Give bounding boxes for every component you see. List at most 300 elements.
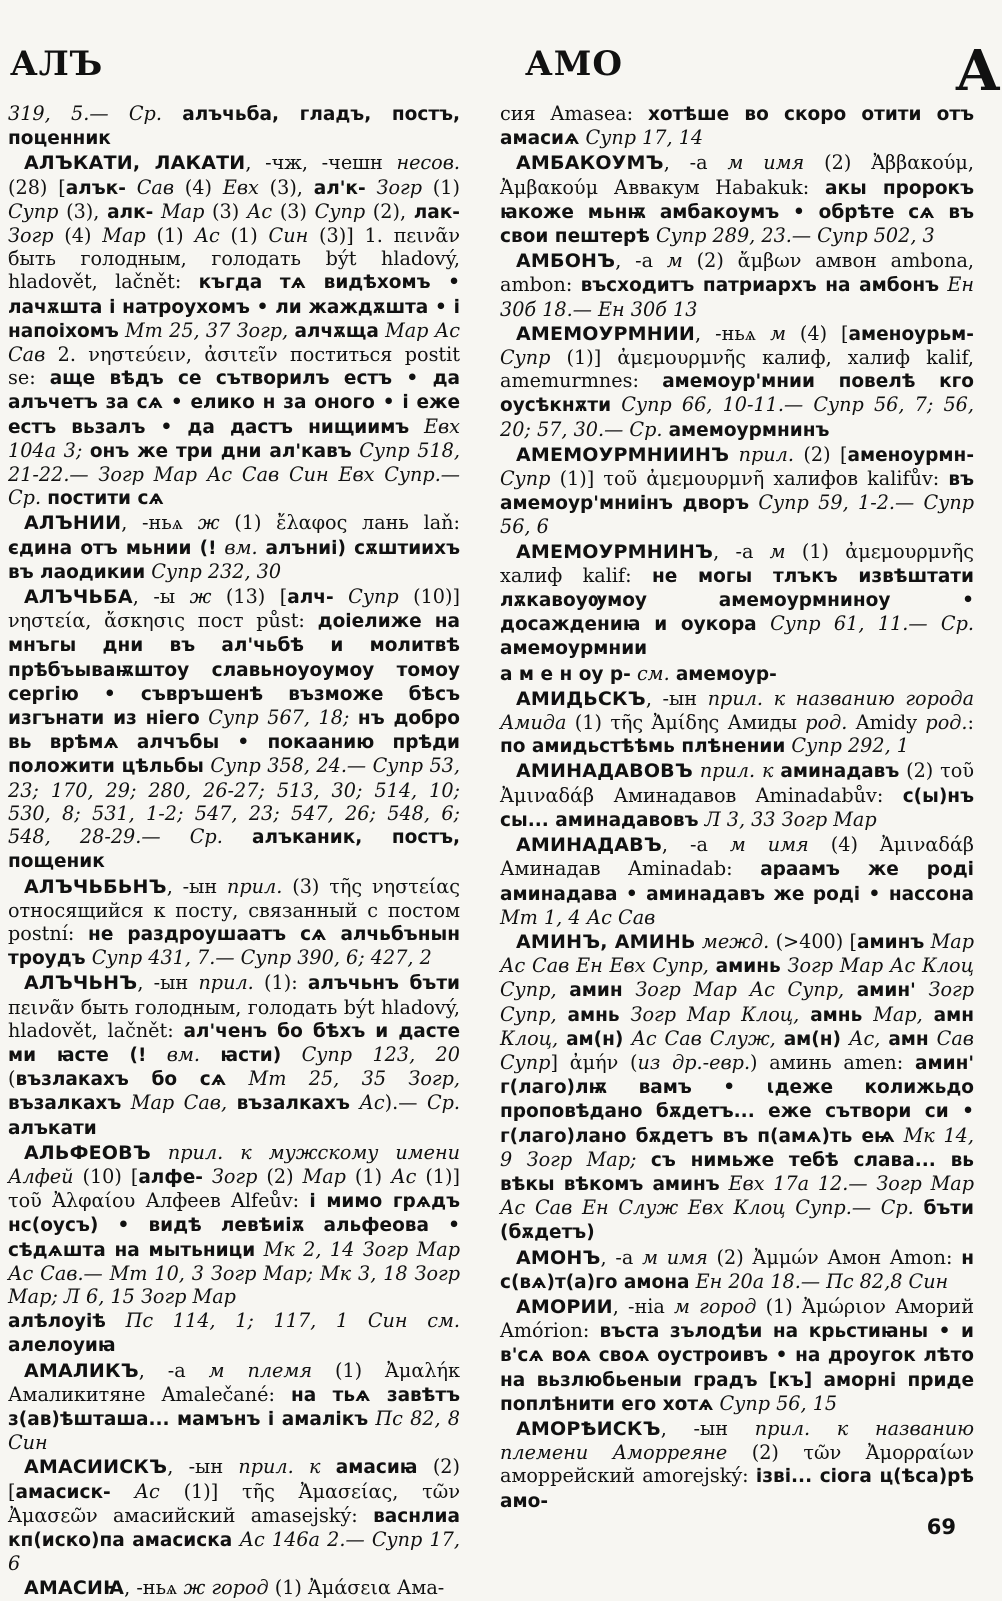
gloss-text: ] ἀμήν (	[550, 1050, 638, 1074]
reference-text: Супр 59, 1-2.— Супр 56, 6	[500, 491, 974, 539]
reference-text: Супр 431, 7.— Супр 390, 6; 427, 2	[91, 946, 432, 970]
gloss-text: , -ын	[137, 971, 199, 995]
reference-text: Син	[268, 224, 309, 248]
reference-text: ж город	[183, 1576, 269, 1600]
citation-text: араамъ же роді аминадава • аминадавъ же роді • нассона	[500, 859, 975, 905]
gloss-text: (1)] τῆς Ἀμασείας, τῶν Ἀμασεῶν амасийский amasejský:	[8, 1479, 460, 1527]
headword: АЛЪКАТИ, ЛАКАТИ	[24, 152, 246, 175]
headword: АМЕМОУРМНИИ	[516, 322, 696, 345]
gloss-text: (2),	[365, 199, 414, 223]
citation-text: алъчьба, гладъ, постъ, поценник	[8, 104, 460, 150]
reference-text: Ср.	[426, 1091, 461, 1115]
reference-text: Супр	[500, 346, 551, 370]
reference-text: Мар Ас Сав	[8, 318, 460, 367]
gloss-text	[557, 1003, 568, 1026]
citation-text: аминъ	[857, 931, 925, 953]
gloss-text	[557, 978, 570, 1001]
gloss-text	[929, 1027, 937, 1050]
citation-text: не раздроушаатъ сѧ алчьбънын троудъ	[8, 923, 460, 970]
citation-text: къгда тѧ видѣхомъ • лачѫшта і натроухомъ • ли жаждѫшта • і напоіхомъ	[8, 272, 460, 342]
gloss-text: (1)] τοῦ ἀμεμουρμνῆ халифов kalifův:	[550, 467, 949, 491]
reference-text: Зогр	[202, 1164, 258, 1188]
right-column	[500, 102, 974, 1525]
citation-text: амн	[933, 1004, 974, 1026]
reference-text: Супр 232, 30	[151, 559, 282, 583]
citation-text: алѣлоуіѣ	[8, 1311, 106, 1333]
headword: АМБАКОУМЪ	[516, 152, 664, 175]
citation-text: амемоур-	[675, 663, 777, 685]
citation-text: алелоуиꙗ	[8, 1335, 116, 1357]
citation-text: алъчьнъ бъти	[307, 973, 461, 995]
headword: АМОРѢИСКЪ	[516, 1417, 661, 1440]
gloss-text: , -а	[663, 151, 728, 175]
reference-text: Ас	[391, 1164, 417, 1188]
reference-text: Супр 289, 23.— Супр 502, 3	[656, 224, 935, 248]
reference-text: Евх	[222, 175, 259, 199]
gloss-text	[844, 978, 857, 1001]
citation-text: лак-	[413, 201, 460, 223]
gloss-text	[729, 443, 738, 466]
citation-text: по амидьстѣѣмь плѣнении	[500, 736, 786, 758]
reference-text: прил. к названию племени Аморреяне	[500, 1416, 975, 1465]
dictionary-entry	[500, 102, 974, 150]
reference-text: межд.	[701, 929, 770, 953]
citation-text: с(ы)нъ сы... аминадавовъ	[500, 785, 974, 831]
reference-text: Супр 358, 24.— Супр 53, 23; 170, 29; 280, 26-27; 513, 30; 514, 10; 530, 8; 531, 1-2; 547, 23; 547, 26; 548, 6; 548, 28-29.— Ср.	[8, 754, 460, 849]
reference-text: Ен 30б 18.— Ен 30б 13	[500, 273, 974, 321]
gloss-text: , -ніа	[612, 1294, 675, 1318]
gloss-text	[636, 1148, 650, 1171]
reference-text: Супр	[8, 199, 59, 223]
reference-text: Супр 123, 20	[301, 1042, 460, 1066]
gloss-text: , -ын	[645, 686, 708, 710]
reference-text: прил.	[227, 874, 283, 898]
gloss-text	[923, 1003, 934, 1026]
reference-text: род.	[925, 711, 968, 735]
reference-text: Пс 82, 8 Син	[8, 1406, 460, 1455]
citation-text: амемоурмнинъ	[668, 419, 830, 441]
headword: АМИДЬСКЪ	[516, 687, 646, 710]
gloss-text	[709, 954, 716, 977]
reference-text: Супр 66, 10-11.— Супр 56, 7; 56, 20; 57, 30.— Ср.	[500, 393, 974, 441]
citation-text: алъканик, постъ, пощеник	[8, 827, 460, 873]
reference-text: м племя	[208, 1358, 313, 1382]
gloss-text: Amidy	[847, 711, 926, 735]
gloss-text: (1)] ἀμεμουρμνῆς калиф, халиф kalif, amemurmnes:	[500, 346, 974, 393]
gloss-text: :	[967, 711, 974, 735]
reference-text: Мк 2, 14 Зогр Мар Ас Сав.— Мт 10, 3 Зогр Мар; Мк 3, 18 Зогр Мар; Л 6, 15 Зогр Мар	[8, 1237, 460, 1308]
gloss-text: (1) Ἀμάσεια Ама-	[268, 1576, 445, 1600]
gloss-text: (1)	[421, 175, 460, 199]
citation-text: хотѣше во скоро отити отъ амасиѧ	[500, 104, 975, 150]
gloss-text: , -ын	[166, 874, 228, 898]
gloss-text	[916, 978, 929, 1001]
gloss-text: , -а	[661, 833, 730, 857]
headword: АЛЪЧЬБЬНЪ	[24, 875, 167, 898]
reference-text: м имя	[727, 151, 805, 175]
reference-text: Зогр Мар Ас Клоц Супр,	[500, 954, 974, 1002]
reference-text: Л 3, 33 Зогр Мар	[704, 807, 877, 831]
citation-text: алч-	[287, 587, 334, 609]
reference-text: Евх 104а 3;	[8, 414, 460, 462]
dictionary-entry	[8, 1455, 460, 1575]
reference-text: Супр 518, 21-22.— Зогр Мар Ас Сав Син Евх Супр.— Ср.	[8, 438, 460, 510]
reference-text: Мт 25, 37 Зогр,	[125, 318, 289, 342]
gloss-text: (1):	[253, 971, 308, 995]
reference-text: Мар,	[873, 1002, 923, 1026]
gloss-text	[757, 612, 770, 635]
reference-text: м	[769, 539, 786, 563]
reference-text: Мар Сав,	[130, 1091, 228, 1115]
citation-text: і мимо грѧдъ нс(оусъ) • видѣ левѣиіѫ альфеова • сѣдѧшта на мытьници	[8, 1191, 460, 1261]
gloss-text	[350, 1091, 360, 1114]
citation-text: амн	[888, 1028, 929, 1050]
citation-text: ал'ченъ бо бѣхъ и дасте ми ꙗсте (!	[8, 1020, 460, 1066]
citation-text: амасиск-	[15, 1481, 111, 1503]
reference-text: Зогр	[8, 224, 54, 248]
citation-text: аще вѣдъ се сътворилъ естъ • да алъчетъ за сѧ • елико н за оного • і еже естъ вьзалъ • да дастъ нищиимъ	[8, 368, 461, 438]
reference-text: Пс 114, 1; 117, 1 Син см.	[125, 1309, 460, 1333]
gloss-text: (28) [	[8, 175, 66, 199]
headword: АМАСИꙖ	[24, 1577, 125, 1600]
running-head-left: АЛЪ	[10, 44, 104, 84]
gloss-text: , -ын	[167, 1455, 239, 1479]
reference-text: ж	[197, 511, 220, 535]
citation-text: доіелиже на мнъгы дни въ ал'чьбѣ и молитвѣ прѣбъываѭштоу славьноуоумоу томоу сергію • съвръшенѣ възможе бѣсъ изгънати из ніего	[8, 611, 460, 730]
gloss-text: (	[8, 1067, 16, 1091]
citation-text: въсходитъ патриархъ на амбонъ	[580, 275, 940, 297]
citation-text: въста зълодѣи на крьстиꙗны • и в'сѧ воѧ своѧ оустроивъ • на дроугок лѣто на вьзлюбьеныи градъ [къ] аморні приде поплѣнити его хотѧ	[500, 1321, 974, 1415]
gloss-text: (1) ἔλαφος лань laň:	[219, 511, 460, 535]
citation-text: акы пророкъ ꙗкоже мьнѭ амбакоумъ • обрѣте сѧ въ свои пештерѣ	[500, 177, 975, 248]
citation-text: амнь	[810, 1004, 863, 1026]
gloss-text	[781, 954, 788, 977]
gloss-text: ) аминь amen:	[750, 1050, 915, 1074]
reference-text: прил. к мужскому имени Алфей	[8, 1140, 460, 1188]
dictionary-entry	[8, 1359, 460, 1455]
citation-text: амемоур'мнии повелѣ кго оусѣкнѫти	[500, 371, 974, 417]
gloss-text: (2) τοῦ Ἀμιναδάβ Аминадавов Aminadabův:	[500, 759, 974, 807]
citation-text: аминадавъ	[780, 761, 900, 783]
citation-text: алчѫща	[294, 320, 379, 342]
gloss-text	[349, 706, 358, 729]
citation-text: алфе-	[138, 1166, 203, 1188]
dictionary-entry	[500, 151, 974, 248]
gloss-text	[841, 1027, 849, 1050]
citation-text: ꙗсти)	[220, 1044, 282, 1066]
dictionary-entry	[8, 1576, 460, 1600]
headword: АМОРИИ	[516, 1295, 613, 1318]
citation-text: на тьѧ завѣтъ з(ав)ѣшташа... мамънъ і амалікъ	[8, 1384, 461, 1430]
gloss-text	[693, 759, 700, 782]
citation-text: възалкахъ	[8, 1093, 122, 1115]
gloss-text	[776, 1027, 784, 1050]
reference-text: прил.	[738, 442, 794, 466]
dictionary-entry	[500, 443, 974, 539]
gloss-text: (2)	[257, 1164, 303, 1188]
reference-text: Супр	[314, 199, 366, 223]
citation-text: нъ добро вь врѣмѧ алчъбы • покаанию прѣди положити цѣльбы	[8, 708, 460, 778]
gloss-text: (>400) [	[769, 929, 858, 953]
headword: АМИНАДАВОВЪ	[516, 760, 693, 783]
citation-text: амин' г(лаго)лѭ вамъ • ꙇдеже колижьдо проповѣдано бѫдетъ... еже сътвори си • г(лаго)лано бѫдетъ въ п(амѧ)ть еѩ	[500, 1052, 975, 1147]
gloss-text	[749, 491, 758, 514]
reference-text: род.	[805, 711, 848, 735]
gloss-text: , -чж, -чешн	[245, 151, 397, 175]
dictionary-entry	[8, 1309, 460, 1357]
gloss-text: , -ньѧ	[121, 511, 198, 535]
dictionary-entry	[8, 585, 460, 873]
citation-text: амасиꙗ	[335, 1457, 418, 1479]
gloss-text: (1) Ἀμαλήκ Амаликитяне Amalečané:	[8, 1358, 460, 1406]
left-column	[8, 102, 461, 1600]
citation-text: ал'к-	[313, 177, 366, 199]
reference-text: Ас 146а 2.— Супр 17, 6	[8, 1527, 460, 1576]
citation-text: ізві... сіога ц(ѣса)рѣ амо-	[500, 1466, 974, 1512]
gloss-text	[227, 1091, 237, 1114]
reference-text: Зогр Мар Ас Супр,	[635, 978, 845, 1002]
dictionary-entry	[500, 1417, 974, 1513]
citation-text: амин	[569, 980, 623, 1002]
citation-text: ам(н)	[566, 1028, 624, 1050]
citation-text: а м е н оу р-	[500, 663, 631, 685]
headword: АМЕМОУРМНИИНЪ	[516, 443, 730, 466]
gloss-text: , -а	[600, 1245, 643, 1269]
reference-text: Сав	[125, 175, 174, 199]
gloss-text	[200, 706, 209, 729]
reference-text: Ас Сав Служ,	[631, 1026, 776, 1050]
gloss-text: (1)	[145, 224, 195, 248]
reference-text: Зогр Мар Клоц,	[630, 1002, 800, 1026]
reference-text: Мар	[302, 1164, 346, 1188]
reference-text: прил. к названию города Амида	[500, 686, 975, 735]
gloss-text: (2) [	[8, 1455, 460, 1503]
headword: АМАЛИКЪ	[24, 1359, 139, 1382]
reference-text: Зогр	[365, 175, 422, 199]
gloss-text: (1)] τοῦ Ἀλφαίου Алфеев Alfeův:	[8, 1164, 460, 1213]
reference-text: Мк 14, 9 Зогр Мар;	[500, 1123, 974, 1171]
reference-text: Клоц,	[500, 1026, 559, 1050]
gloss-text: (1) ἀμεμουρμνῆς халиф kalif:	[500, 539, 974, 587]
gloss-text: , -ньѧ	[124, 1576, 184, 1600]
citation-text: єдина отъ мьнии (!	[8, 537, 217, 559]
dictionary-entry	[8, 511, 460, 584]
dictionary-entry	[500, 930, 974, 1245]
reference-text: Мт 25, 35 Зогр,	[248, 1067, 460, 1091]
gloss-text	[106, 1309, 126, 1332]
gloss-text: , -ньѧ	[695, 321, 771, 345]
dictionary-entry	[500, 249, 974, 321]
gloss-text: ).—	[384, 1091, 427, 1115]
dictionary-entry	[500, 833, 974, 929]
citation-text: съ нимьже тебѣ слава... вь вѣкы вѣкомъ аминъ	[500, 1149, 974, 1195]
headword: АМИНЪ, АМИНЬ	[516, 930, 696, 953]
dictionary-entry	[8, 102, 460, 150]
reference-text: Ас	[110, 1479, 160, 1503]
gloss-text	[799, 1003, 810, 1026]
citation-text: васнлиа кп(иско)па амасиска	[8, 1505, 460, 1551]
citation-text: амнь	[567, 1004, 620, 1026]
dictionary-entry	[500, 1295, 974, 1416]
gloss-text	[281, 1043, 301, 1066]
dictionary-entry	[500, 662, 974, 686]
dictionary-entry	[8, 971, 460, 1139]
gloss-text: (3)	[272, 199, 315, 223]
gloss-text: (2) τῶν Ἀμορραίων аморрейский amorejský:	[500, 1441, 974, 1488]
gloss-text: , -а	[615, 249, 667, 273]
gloss-text: 2. νηστεύειν, ἀσιτεῖν поститься postit se:	[8, 343, 460, 390]
gloss-text: , -ы	[132, 585, 190, 609]
gloss-text: (1) τῆς Ἀμίδης Амиды	[566, 711, 806, 735]
headword: АМЕМОУРМНИНЪ	[516, 540, 714, 563]
gloss-text	[223, 825, 252, 848]
headword: АЛЪЧЬНЪ	[24, 972, 138, 995]
dictionary-entry	[500, 759, 974, 832]
citation-text: не могы тлъкъ извѣштати лѫкавоуѹмоу амемоурмниноу • досаждениꙗ и оукора	[500, 565, 974, 636]
reference-text: м город	[674, 1294, 757, 1318]
reference-text: Мт 1, 4 Ас Сав	[500, 905, 656, 929]
dictionary-entry	[500, 1246, 974, 1294]
citation-text: постити сѧ	[47, 488, 164, 510]
citation-text: онъ же три дни ал'кавъ	[89, 440, 352, 462]
gloss-text	[255, 1238, 263, 1261]
page-number: 69	[926, 1515, 956, 1539]
headword: АЛЪЧЬБА	[24, 586, 133, 609]
citation-text: н с(вѧ)т(а)го амона	[500, 1247, 974, 1293]
gloss-text: (3),	[58, 199, 108, 223]
citation-text: въ амемоур'мниінъ дворъ	[500, 469, 974, 515]
gloss-text: (1) Ἀμώριον Аморий Amórion:	[500, 1294, 974, 1343]
reference-text: Зогр Супр,	[500, 978, 975, 1026]
gloss-text: (2) [	[793, 442, 848, 466]
reference-text: Супр 292, 1	[791, 734, 909, 758]
reference-text: прил. к	[699, 759, 774, 783]
citation-text: амин'	[856, 980, 916, 1002]
reference-text: Мар	[102, 224, 146, 248]
reference-text: Супр 17, 14	[585, 126, 704, 150]
reference-text: Сав Супр	[500, 1026, 974, 1074]
gloss-text	[558, 1027, 566, 1050]
reference-text: вм.	[224, 535, 258, 559]
gloss-text	[121, 1091, 131, 1114]
reference-text: Супр	[500, 467, 551, 491]
gloss-text: (3)] 1. πεινᾶν быть голодным, голодать být hladový, hladovět, lačnět:	[8, 224, 460, 294]
dictionary-entry	[8, 1141, 460, 1308]
reference-text: Супр	[333, 585, 399, 609]
dictionary-entry	[500, 687, 974, 759]
reference-text: Супр 56, 15	[719, 1391, 838, 1415]
gloss-text: , -а	[138, 1358, 209, 1382]
gloss-text: , -ын	[660, 1416, 755, 1440]
dictionary-entry	[500, 540, 974, 661]
gloss-text: (1)	[345, 1164, 392, 1188]
gloss-text: сия Amasea:	[500, 102, 648, 125]
gloss-text: (4)	[53, 224, 103, 248]
gloss-text	[623, 978, 636, 1001]
gloss-text: (13) [	[211, 585, 288, 609]
gloss-text: (10)] νηστεία, ἄσκησις пост půst:	[8, 585, 460, 633]
gloss-text: (4) Ἀμιναδάβ Аминадав Aminadab:	[500, 833, 974, 881]
gloss-text: (2) Ἀμμών Амон Amon:	[707, 1245, 962, 1269]
reference-text: Ас	[246, 199, 273, 223]
citation-text: алъниі) сѫштиихъ въ лаодикии	[8, 537, 460, 583]
reference-text: м имя	[642, 1245, 708, 1269]
reference-text: 319, 5.— Ср.	[8, 102, 183, 125]
gloss-text: (3),	[258, 175, 314, 199]
gloss-text: (4) [	[785, 321, 849, 345]
dictionary-entry	[500, 322, 974, 442]
citation-text: ам(н)	[783, 1028, 842, 1050]
gloss-text	[200, 1043, 220, 1066]
reference-text: Мар Ас Сав Ен Евх Супр,	[500, 929, 974, 978]
reference-text: Супр 567, 18;	[208, 706, 350, 730]
gloss-text	[151, 1141, 168, 1164]
headword: АЛЪНИИ	[24, 512, 122, 535]
reference-text: м	[770, 321, 786, 345]
reference-text: Ас	[359, 1091, 385, 1115]
dictionary-entry	[8, 875, 460, 971]
reference-text: вм.	[166, 1042, 200, 1066]
reference-text: из др.-евр.	[637, 1050, 751, 1074]
section-letter: А	[955, 38, 1002, 104]
gloss-text	[146, 1043, 166, 1066]
gloss-text: (1)	[219, 224, 269, 248]
gloss-text: , -а	[713, 539, 770, 563]
reference-text: м имя	[729, 833, 809, 857]
gloss-text: (3)	[204, 199, 247, 223]
reference-text: Ен 20а 18.— Пс 82,8 Син	[695, 1269, 949, 1293]
gloss-text: (4)	[173, 175, 223, 199]
headword: АМАСИИСКЪ	[24, 1456, 168, 1479]
headword: АМИНАДАВЪ	[516, 834, 662, 857]
reference-text: прил.	[198, 971, 254, 995]
citation-text: аменоурмн-	[847, 444, 974, 466]
reference-text: ж	[189, 585, 212, 609]
citation-text: амемоурмнии	[500, 638, 648, 660]
gloss-text: πεινᾶν быть голодным, голодать být hladový, hladovět, lačnět:	[8, 995, 460, 1042]
citation-text: аминь	[715, 956, 781, 978]
dictionary-entry	[8, 151, 460, 510]
reference-text: Ас,	[848, 1026, 881, 1050]
gloss-text	[862, 1003, 873, 1026]
citation-text: възлакахъ бо сѧ	[15, 1069, 227, 1091]
reference-text: см.	[636, 661, 670, 685]
citation-text: бъти (бѫдетъ)	[500, 1198, 974, 1244]
gloss-text	[611, 393, 621, 416]
gloss-text: (3) τῆς νηστείας относящийся к посту, связанный с постом postní:	[8, 874, 461, 945]
citation-text: алк-	[107, 201, 154, 223]
headword: АЛЬФЕОВЪ	[24, 1141, 151, 1164]
running-head-middle: АМО	[525, 44, 623, 84]
reference-text: Мар	[153, 199, 205, 223]
gloss-text	[409, 415, 424, 438]
gloss-text	[82, 439, 90, 462]
gloss-text	[320, 1455, 335, 1478]
reference-text: прил. к	[238, 1455, 321, 1479]
gloss-text: (10) [	[73, 1164, 139, 1188]
gloss-text	[620, 1003, 631, 1026]
gloss-text: (2) ἄμβων амвон ambona, ambon:	[500, 249, 974, 297]
gloss-text	[895, 1124, 904, 1147]
citation-text: възалкахъ	[236, 1093, 350, 1115]
citation-text: алъкати	[8, 1117, 97, 1139]
citation-text: аменоурьм-	[848, 323, 974, 345]
reference-text: Евх 17а 12.— Зогр Мар Ас Сав Ен Служ Евх Клоц Супр.— Ср.	[500, 1171, 974, 1220]
headword: АМБОНЪ	[516, 250, 616, 273]
reference-text: м	[666, 249, 683, 273]
reference-text: Супр 61, 11.— Ср.	[770, 612, 974, 636]
gloss-text	[226, 1067, 248, 1090]
